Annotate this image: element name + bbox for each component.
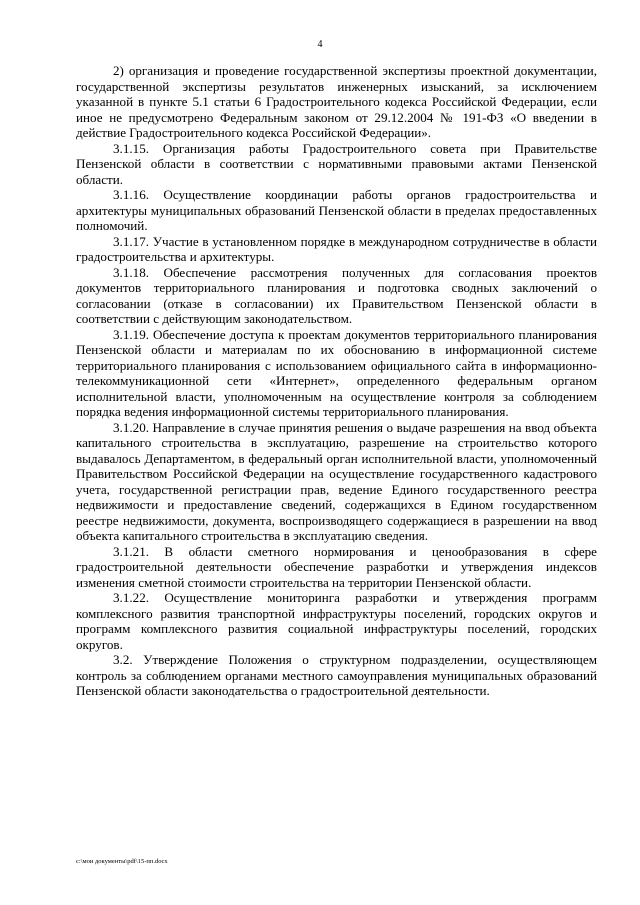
paragraph-item-2: 2) организация и проведение государственной экспертизы проектной документации, государственной экспертизы результатов инженерных изысканий, за исключением указанной в пункте 5.1 статьи 6 Градостроительного кодекса Российской Федерации, если иное не предусмотрено Федеральным законом от 29.12.2004 № 191-ФЗ «О введении в действие Градостроительного кодекса Российской Федерации».: [76, 63, 597, 140]
paragraph-3-1-21: 3.1.21. В области сметного нормирования и ценообразования в сфере градостроительной деятельности обеспечение разработки и утверждения индексов изменения сметной стоимости строительства на территории Пензенской области.: [76, 543, 597, 590]
paragraph-3-1-19: 3.1.19. Обеспечение доступа к проектам документов территориального планирования Пензенской области и материалам по их обоснованию в информационной системе территориального планирования с использованием официального сайта в информационно-телекоммуникационной сети «Интернет», определенного федеральным органом исполнительной власти, уполномоченным на осуществление контроля за соблюдением порядка ведения информационной системы территориального планирования.: [76, 326, 597, 419]
body-text: [76, 63, 597, 699]
paragraph-3-1-18: 3.1.18. Обеспечение рассмотрения полученных для согласования проектов документов территориального планирования и подготовка сводных заключений о согласовании (отказе в согласовании) их Правительством Пензенской области в соответствии с действующим законодательством.: [76, 264, 597, 326]
paragraph-3-1-17: 3.1.17. Участие в установленном порядке в международном сотрудничестве в области градостроительства и архитектуры.: [76, 233, 597, 264]
paragraph-3-1-16: 3.1.16. Осуществление координации работы органов градостроительства и архитектуры муниципальных образований Пензенской области в пределах предоставленных полномочий.: [76, 187, 597, 233]
paragraph-3-1-22: 3.1.22. Осуществление мониторинга разработки и утверждения программ комплексного развития транспортной инфраструктуры поселений, городских округов и программ комплексного развития социальной инфраструктуры поселений, городских округов.: [76, 590, 597, 652]
footer-file-path: c:\мои документы\pdf\15-пп.docx: [76, 858, 168, 865]
paragraph-3-2: 3.2. Утверждение Положения о структурном подразделении, осуществляющем контроль за соблюдением органами местного самоуправления муниципальных образований Пензенской области законодательства о градостроительной деятельности.: [76, 652, 597, 698]
paragraph-3-1-15: 3.1.15. Организация работы Градостроительного совета при Правительстве Пензенской области в соответствии с нормативными правовыми актами Пензенской области.: [76, 140, 597, 187]
page-number: 4: [317, 39, 323, 50]
paragraph-3-1-20: 3.1.20. Направление в случае принятия решения о выдаче разрешения на ввод объекта капитального строительства в эксплуатацию, разрешение на строительство которого выдавалось Департаментом, в федеральный орган исполнительной власти, уполномоченный Правительством Российской Федерации на осуществление государственного кадастрового учета, государственной регистрации прав, ведение Единого государственного реестра недвижимости и предоставление сведений, содержащихся в Едином государственном реестре недвижимости, документа, воспроизводящего содержащиеся в разрешении на ввод объекта капитального строительства в эксплуатацию сведения.: [76, 419, 597, 543]
